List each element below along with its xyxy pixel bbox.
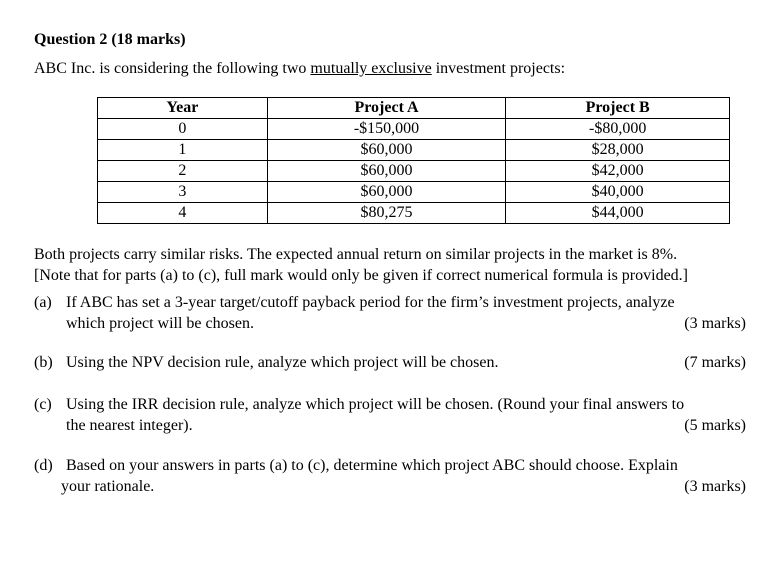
part-label: (b): [34, 354, 53, 371]
intro-underlined-text: mutually exclusive: [310, 60, 432, 77]
cash-flow-table: [97, 97, 730, 224]
table-row: [98, 119, 730, 140]
part-marks: (5 marks): [684, 417, 746, 434]
cell-project-b: $28,000: [506, 140, 730, 161]
cell-project-a: $80,275: [267, 203, 506, 224]
cell-year: 4: [98, 203, 268, 224]
part-label: (d): [34, 457, 53, 474]
part-text-line-1: If ABC has set a 3-year target/cutoff payback period for the firm’s investment projects, analyze: [66, 294, 675, 311]
part-label: (c): [34, 396, 52, 413]
header-project-b: Project B: [506, 98, 730, 119]
cell-project-b: $42,000: [506, 161, 730, 182]
context-line-1: Both projects carry similar risks. The expected annual return on similar projects in the market is 8%.: [34, 246, 678, 263]
header-year: Year: [98, 98, 268, 119]
part-text-line-2: your rationale.: [61, 478, 155, 495]
part-marks: (3 marks): [684, 478, 746, 495]
cell-project-a: -$150,000: [267, 119, 506, 140]
part-marks: (7 marks): [684, 354, 746, 371]
part-marks: (3 marks): [684, 315, 746, 332]
part-text-line-1: Using the NPV decision rule, analyze which project will be chosen.: [66, 354, 499, 371]
table-row: [98, 140, 730, 161]
cell-year: 3: [98, 182, 268, 203]
cell-project-a: $60,000: [267, 140, 506, 161]
part-c: [34, 394, 746, 436]
part-text-line-2: which project will be chosen.: [66, 315, 254, 332]
part-d: [34, 455, 746, 497]
part-text-line-2: the nearest integer).: [66, 417, 193, 434]
cell-project-b: -$80,000: [506, 119, 730, 140]
part-text-line-1: Using the IRR decision rule, analyze which project will be chosen. (Round your final answers to: [66, 396, 685, 413]
cell-year: 2: [98, 161, 268, 182]
part-label: (a): [34, 294, 52, 311]
cell-project-b: $40,000: [506, 182, 730, 203]
cell-project-b: $44,000: [506, 203, 730, 224]
part-text-line-1: Based on your answers in parts (a) to (c), determine which project ABC should choose. Explain: [66, 457, 678, 474]
cell-year: 0: [98, 119, 268, 140]
part-a: [34, 292, 746, 334]
intro-text-end: investment projects:: [431, 60, 566, 77]
part-b: [34, 352, 746, 373]
question-title: Question 2 (18 marks): [34, 31, 186, 48]
table-row: [98, 161, 730, 182]
question-intro: [34, 59, 565, 79]
header-project-a: Project A: [267, 98, 506, 119]
table-header-row: [98, 98, 730, 119]
table-row: [98, 182, 730, 203]
context-note: [Note that for parts (a) to (c), full mark would only be given if correct numerical formula is provided.]: [34, 267, 688, 284]
cell-project-a: $60,000: [267, 161, 506, 182]
table-row: [98, 203, 730, 224]
cell-year: 1: [98, 140, 268, 161]
cell-project-a: $60,000: [267, 182, 506, 203]
intro-text: ABC Inc. is considering the following two: [34, 60, 311, 77]
